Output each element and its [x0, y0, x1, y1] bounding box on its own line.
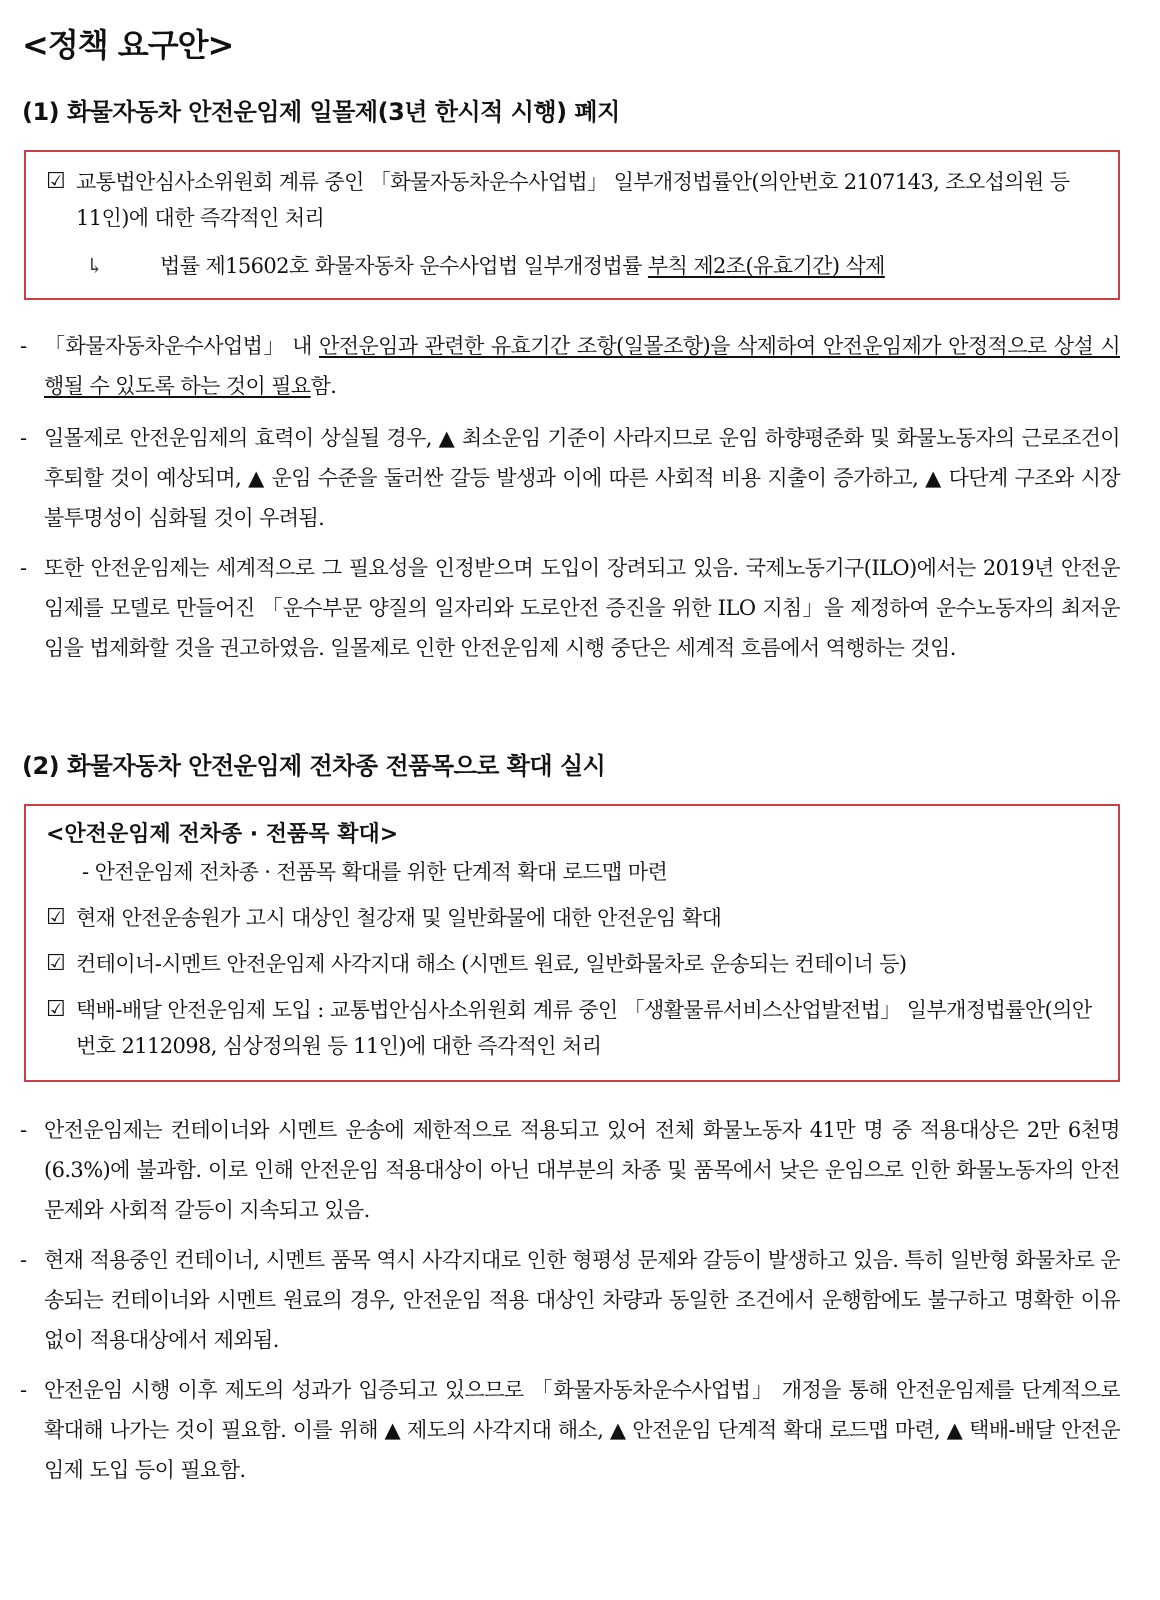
section1-paragraph-1 — [20, 326, 1120, 406]
checkbox-icon: ☑ — [46, 997, 66, 1022]
dash-bullet: - — [20, 1248, 27, 1272]
box2-heading: <안전운임제 전차종 · 전품목 확대> — [46, 822, 399, 847]
s2p2-text: 현재 적용중인 컨테이너, 시멘트 품목 역시 사각지대로 인한 형평성 문제와 갈등이 발생하고 있음. 특히 일반형 화물차로 운송되는 컨테이너와 시멘트 원료의 경우, 안전운임 적용 대상인 차량과 동일한 조건에서 운행함에도 불구하고 명확한 이유 없이 적용대상에서 제외됨. — [44, 1248, 1120, 1352]
section1-paragraph-3 — [20, 548, 1120, 668]
box1-subitem-underlined: 부칙 제2조(유효기간) 삭제 — [647, 254, 885, 278]
box2-item-2 — [46, 946, 1098, 982]
checkbox-icon: ☑ — [46, 169, 66, 194]
section2-paragraph-3 — [20, 1370, 1120, 1490]
dash-bullet: - — [20, 556, 27, 580]
s1p3-text: 또한 안전운임제는 세계적으로 그 필요성을 인정받으며 도입이 장려되고 있음. 국제노동기구(ILO)에서는 2019년 안전운임제를 모델로 만들어진 「운수부문 양질의 일자리와 도로안전 증진을 위한 ILO 지침」을 제정하여 운수노동자의 최저운임을 법제화할 것을 권고하였음. 일몰제로 인한 안전운임제 시행 중단은 세계적 흐름에서 역행하는 것임. — [44, 556, 1120, 660]
s2p1-text: 안전운임제는 컨테이너와 시멘트 운송에 제한적으로 적용되고 있어 전체 화물노동자 41만 명 중 적용대상은 2만 6천명(6.3%)에 불과함. 이로 인해 안전운임 적용대상이 아닌 대부분의 차종 및 품목에서 낮은 운임으로 인한 화물노동자의 안전 문제와 사회적 갈등이 지속되고 있음. — [44, 1118, 1120, 1222]
s2p3-text: 안전운임 시행 이후 제도의 성과가 입증되고 있으므로 「화물자동차운수사업법」 개정을 통해 안전운임제를 단계적으로 확대해 나가는 것이 필요함. 이를 위해 ▲ 제도의 사각지대 해소, ▲ 안전운임 단계적 확대 로드맵 마련, ▲ 택배-배달 안전운임제 도입 등이 필요함. — [44, 1378, 1120, 1482]
box2-item-1-text: 현재 안전운송원가 고시 대상인 철강재 및 일반화물에 대한 안전운임 확대 — [76, 906, 722, 930]
checkbox-icon: ☑ — [46, 905, 66, 930]
section2-paragraph-2 — [20, 1240, 1120, 1360]
s1p1-text-b: 함. — [310, 374, 337, 398]
box1-item — [46, 164, 1098, 236]
dash-bullet: - — [20, 426, 27, 450]
checkbox-icon: ☑ — [46, 951, 66, 976]
section2-paragraph-1 — [20, 1110, 1120, 1230]
box1-subitem — [46, 248, 1098, 284]
page-title: <정책 요구안> — [22, 26, 234, 64]
section2-heading: (2) 화물자동차 안전운임제 전차종 전품목으로 확대 실시 — [22, 752, 606, 780]
s1p1-underlined: 안전운임과 관련한 유효기간 조항(일몰조항)을 삭제하여 안전운임제가 안정적으로 상설 시행될 수 있도록 하는 것이 필요 — [44, 334, 1121, 398]
s1p1-text-a: 「화물자동차운수사업법」 내 — [44, 334, 320, 358]
section2-requirement-box — [24, 804, 1120, 1082]
dash-bullet: - — [20, 1118, 27, 1142]
section1-heading: (1) 화물자동차 안전운임제 일몰제(3년 한시적 시행) 폐지 — [22, 98, 620, 126]
sub-arrow-icon: ↳ — [86, 254, 103, 278]
dash-bullet: - — [20, 1378, 27, 1402]
box1-item-text: 교통법안심사소위원회 계류 중인 「화물자동차운수사업법」 일부개정법률안(의안번호 2107143, 조오섭의원 등 11인)에 대한 즉각적인 처리 — [76, 170, 1070, 230]
box2-item-2-text: 컨테이너-시멘트 안전운임제 사각지대 해소 (시멘트 원료, 일반화물차로 운송되는 컨테이너 등) — [76, 952, 907, 976]
dash-bullet: - — [20, 334, 27, 358]
box1-subitem-text: 법률 제15602호 화물자동차 운수사업법 일부개정법률 — [160, 254, 648, 278]
box2-sub: - 안전운임제 전차종 · 전품목 확대를 위한 단계적 확대 로드맵 마련 — [82, 860, 668, 884]
s1p2-text: 일몰제로 안전운임제의 효력이 상실될 경우, ▲ 최소운임 기준이 사라지므로 운임 하향평준화 및 화물노동자의 근로조건이 후퇴할 것이 예상되며, ▲ 운임 수준을 둘러싼 갈등 발생과 이에 따른 사회적 비용 지출이 증가하고, ▲ 다단계 구조와 시장 불투명성이 심화될 것이 우려됨. — [44, 426, 1120, 530]
box2-item-3-text: 택배-배달 안전운임제 도입 : 교통법안심사소위원회 계류 중인 「생활물류서비스산업발전법」 일부개정법률안(의안번호 2112098, 심상정의원 등 11인)에 대한 즉각적인 처리 — [76, 998, 1092, 1058]
box2-item-3 — [46, 992, 1098, 1064]
box2-item-1 — [46, 900, 1098, 936]
section1-requirement-box — [24, 150, 1120, 300]
section1-paragraph-2 — [20, 418, 1120, 538]
